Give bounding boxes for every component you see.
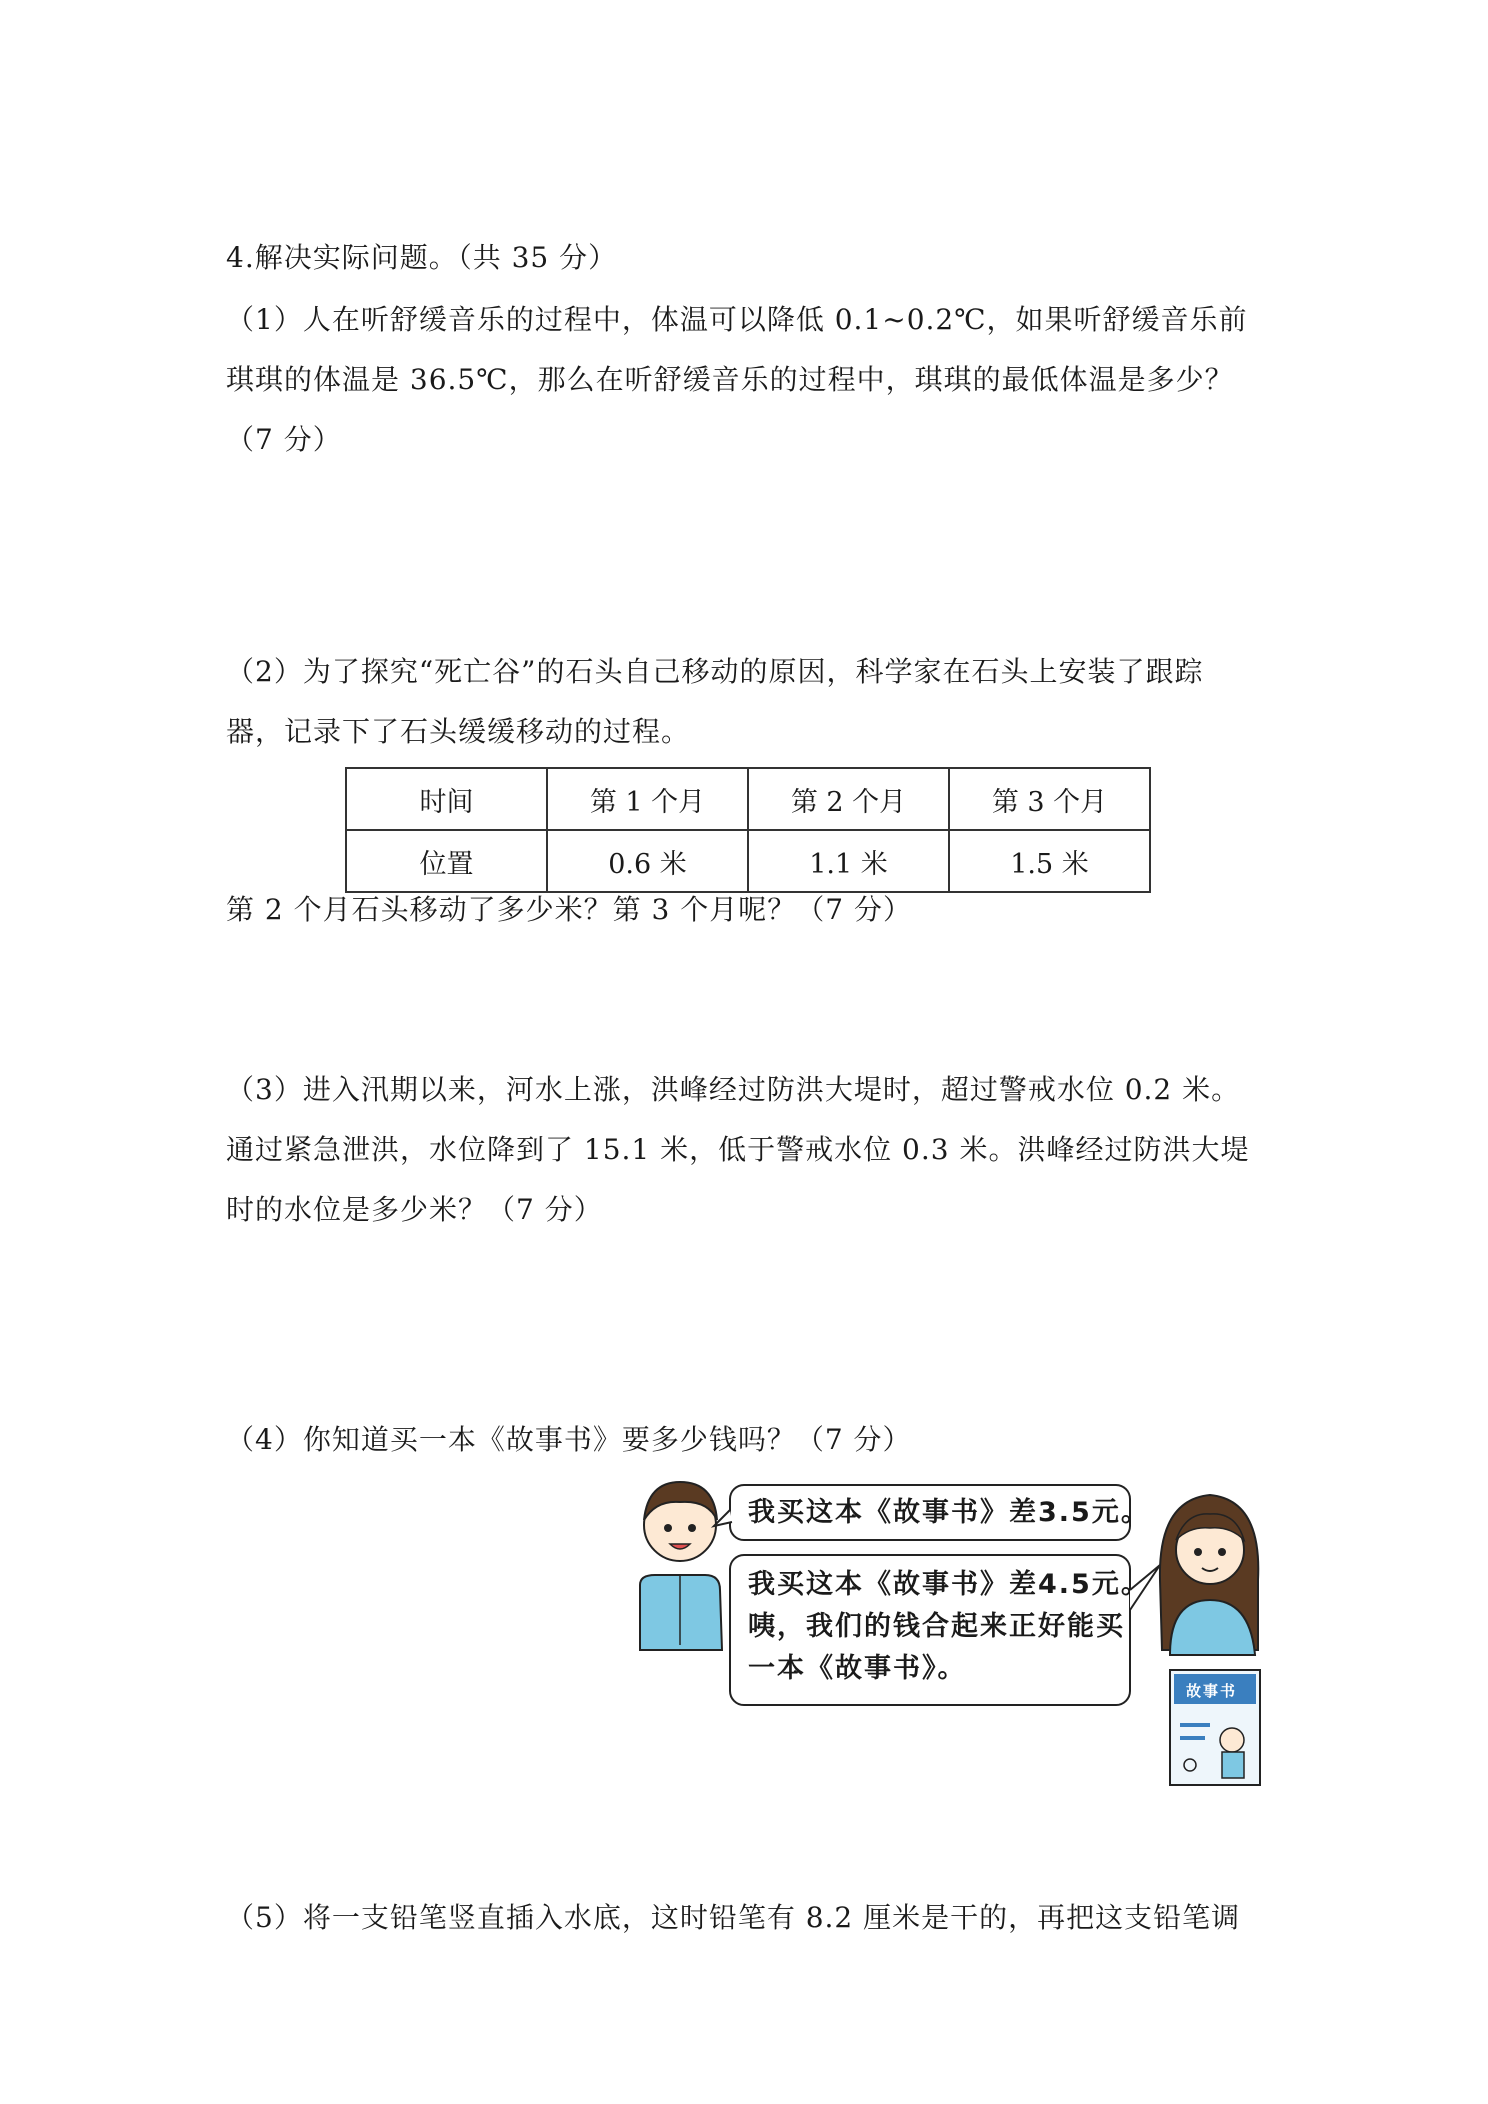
stone-position-table bbox=[345, 767, 1151, 893]
girl-figure bbox=[1160, 1495, 1258, 1655]
q2-line-1: （2）为了探究“死亡谷”的石头自己移动的原因，科学家在石头上安装了跟踪 bbox=[226, 655, 1204, 688]
q4-illustration bbox=[630, 1440, 1290, 1790]
table-cell: 0.6 米 bbox=[547, 830, 748, 892]
q2-question: 第 2 个月石头移动了多少米？第 3 个月呢？（7 分） bbox=[226, 893, 912, 926]
table-cell: 第 3 个月 bbox=[949, 768, 1150, 830]
q3-line-2: 通过紧急泄洪，水位降到了 15.1 米，低于警戒水位 0.3 米。洪峰经过防洪大堤 bbox=[226, 1133, 1250, 1166]
table-row bbox=[346, 768, 1150, 830]
q4-line-1: （4）你知道买一本《故事书》要多少钱吗？（7 分） bbox=[226, 1423, 912, 1456]
table-cell: 时间 bbox=[346, 768, 547, 830]
table-row bbox=[346, 830, 1150, 892]
q2-line-2: 器，记录下了石头缓缓移动的过程。 bbox=[226, 715, 691, 748]
q3-line-3: 时的水位是多少米？（7 分） bbox=[226, 1193, 603, 1226]
boy-figure bbox=[640, 1482, 722, 1650]
table-cell: 1.1 米 bbox=[748, 830, 949, 892]
table-cell: 位置 bbox=[346, 830, 547, 892]
q1-line-2: 琪琪的体温是 36.5℃，那么在听舒缓音乐的过程中，琪琪的最低体温是多少？ bbox=[226, 363, 1234, 396]
table-cell: 第 2 个月 bbox=[748, 768, 949, 830]
q3-line-1: （3）进入汛期以来，河水上涨，洪峰经过防洪大堤时，超过警戒水位 0.2 米。 bbox=[226, 1073, 1241, 1106]
q5-line-1: （5）将一支铅笔竖直插入水底，这时铅笔有 8.2 厘米是干的，再把这支铅笔调 bbox=[226, 1901, 1241, 1934]
book-title: 故事书 bbox=[1186, 1682, 1238, 1700]
boy-bubble-text: 我买这本《故事书》差3.5元。 bbox=[748, 1497, 1150, 1528]
girl-bubble-line-2: 咦，我们的钱合起来正好能买 bbox=[748, 1611, 1125, 1642]
q1-line-1: （1）人在听舒缓音乐的过程中，体温可以降低 0.1~0.2℃，如果听舒缓音乐前 bbox=[226, 303, 1248, 336]
table-cell: 第 1 个月 bbox=[547, 768, 748, 830]
section-title: 4.解决实际问题。（共 35 分） bbox=[226, 241, 618, 274]
girl-bubble-line-3: 一本《故事书》。 bbox=[748, 1653, 967, 1684]
table-cell: 1.5 米 bbox=[949, 830, 1150, 892]
girl-bubble-line-1: 我买这本《故事书》差4.5元。 bbox=[748, 1569, 1150, 1600]
q1-line-3: （7 分） bbox=[226, 423, 342, 456]
